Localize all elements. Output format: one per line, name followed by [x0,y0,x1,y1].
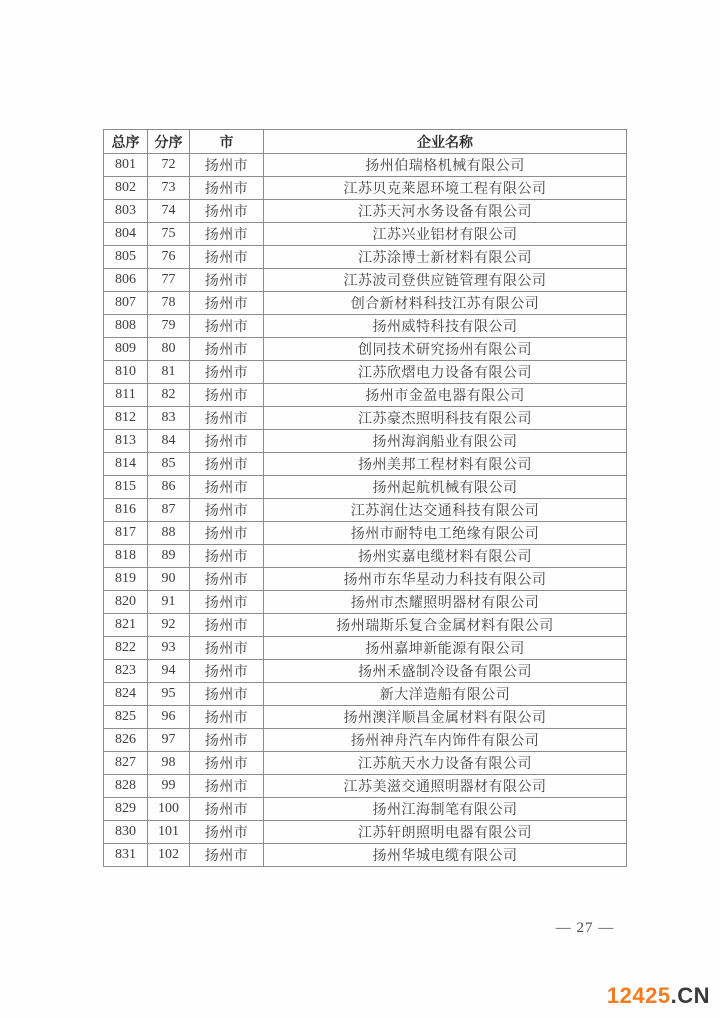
cell-sub-seq: 82 [148,384,190,407]
table-row [104,660,627,683]
cell-city: 扬州市 [190,752,264,775]
cell-sub-seq: 77 [148,269,190,292]
table-row [104,798,627,821]
cell-total-seq: 802 [104,177,148,200]
table-row [104,177,627,200]
table-row [104,844,627,867]
table-row [104,269,627,292]
cell-total-seq: 811 [104,384,148,407]
cell-total-seq: 810 [104,361,148,384]
table-row [104,545,627,568]
cell-city: 扬州市 [190,361,264,384]
cell-sub-seq: 101 [148,821,190,844]
cell-city: 扬州市 [190,660,264,683]
cell-sub-seq: 92 [148,614,190,637]
table-row [104,430,627,453]
cell-sub-seq: 91 [148,591,190,614]
cell-sub-seq: 73 [148,177,190,200]
cell-total-seq: 812 [104,407,148,430]
cell-company-name: 江苏贝克莱恩环境工程有限公司 [264,177,627,200]
cell-total-seq: 808 [104,315,148,338]
cell-company-name: 扬州实嘉电缆材料有限公司 [264,545,627,568]
cell-company-name: 江苏航天水力设备有限公司 [264,752,627,775]
cell-total-seq: 814 [104,453,148,476]
table-row [104,614,627,637]
cell-city: 扬州市 [190,499,264,522]
cell-total-seq: 818 [104,545,148,568]
cell-company-name: 新大洋造船有限公司 [264,683,627,706]
watermark-tld: .CN [670,983,710,1008]
cell-total-seq: 809 [104,338,148,361]
cell-sub-seq: 89 [148,545,190,568]
header-city: 市 [190,130,264,154]
cell-city: 扬州市 [190,315,264,338]
table-row [104,706,627,729]
cell-sub-seq: 100 [148,798,190,821]
cell-company-name: 江苏天河水务设备有限公司 [264,200,627,223]
table-row [104,476,627,499]
cell-city: 扬州市 [190,522,264,545]
header-sub-seq: 分序 [148,130,190,154]
cell-total-seq: 826 [104,729,148,752]
cell-sub-seq: 90 [148,568,190,591]
cell-company-name: 扬州伯瑞格机械有限公司 [264,154,627,177]
cell-city: 扬州市 [190,729,264,752]
cell-total-seq: 821 [104,614,148,637]
cell-city: 扬州市 [190,545,264,568]
cell-sub-seq: 98 [148,752,190,775]
table-row [104,752,627,775]
cell-total-seq: 813 [104,430,148,453]
table-row [104,453,627,476]
table-row [104,499,627,522]
cell-total-seq: 816 [104,499,148,522]
cell-total-seq: 817 [104,522,148,545]
table-row [104,568,627,591]
table-row [104,683,627,706]
header-total-seq: 总序 [104,130,148,154]
cell-city: 扬州市 [190,844,264,867]
cell-company-name: 江苏轩朗照明电器有限公司 [264,821,627,844]
cell-total-seq: 801 [104,154,148,177]
table-body [104,154,627,867]
cell-sub-seq: 83 [148,407,190,430]
cell-company-name: 江苏兴业铝材有限公司 [264,223,627,246]
cell-company-name: 扬州瑞斯乐复合金属材料有限公司 [264,614,627,637]
table-row [104,821,627,844]
cell-sub-seq: 95 [148,683,190,706]
watermark-number: 12425 [606,983,671,1008]
cell-company-name: 扬州澳洋顺昌金属材料有限公司 [264,706,627,729]
cell-sub-seq: 72 [148,154,190,177]
table-row [104,407,627,430]
table-row [104,591,627,614]
cell-total-seq: 806 [104,269,148,292]
cell-company-name: 扬州禾盛制冷设备有限公司 [264,660,627,683]
cell-company-name: 创合新材料科技江苏有限公司 [264,292,627,315]
cell-city: 扬州市 [190,798,264,821]
table-row [104,292,627,315]
cell-company-name: 扬州威特科技有限公司 [264,315,627,338]
table-row [104,522,627,545]
cell-sub-seq: 84 [148,430,190,453]
cell-total-seq: 822 [104,637,148,660]
cell-sub-seq: 81 [148,361,190,384]
cell-company-name: 扬州市耐特电工绝缘有限公司 [264,522,627,545]
cell-sub-seq: 78 [148,292,190,315]
cell-sub-seq: 96 [148,706,190,729]
cell-company-name: 江苏涂博士新材料有限公司 [264,246,627,269]
cell-sub-seq: 85 [148,453,190,476]
cell-city: 扬州市 [190,384,264,407]
cell-city: 扬州市 [190,269,264,292]
cell-city: 扬州市 [190,706,264,729]
cell-company-name: 江苏波司登供应链管理有限公司 [264,269,627,292]
cell-company-name: 扬州嘉坤新能源有限公司 [264,637,627,660]
cell-total-seq: 807 [104,292,148,315]
cell-sub-seq: 86 [148,476,190,499]
cell-city: 扬州市 [190,568,264,591]
cell-company-name: 扬州美邦工程材料有限公司 [264,453,627,476]
cell-company-name: 江苏豪杰照明科技有限公司 [264,407,627,430]
cell-city: 扬州市 [190,775,264,798]
cell-total-seq: 827 [104,752,148,775]
company-list-table [103,129,627,867]
cell-city: 扬州市 [190,177,264,200]
cell-sub-seq: 75 [148,223,190,246]
cell-sub-seq: 93 [148,637,190,660]
cell-total-seq: 820 [104,591,148,614]
table-row [104,637,627,660]
cell-sub-seq: 74 [148,200,190,223]
cell-city: 扬州市 [190,430,264,453]
cell-company-name: 扬州华城电缆有限公司 [264,844,627,867]
cell-company-name: 扬州市东华星动力科技有限公司 [264,568,627,591]
watermark-site-logo [607,983,710,1009]
cell-sub-seq: 87 [148,499,190,522]
cell-city: 扬州市 [190,614,264,637]
page-number: — 27 — [555,920,615,936]
table-row [104,338,627,361]
cell-total-seq: 815 [104,476,148,499]
cell-company-name: 扬州起航机械有限公司 [264,476,627,499]
table-row [104,361,627,384]
cell-total-seq: 823 [104,660,148,683]
cell-city: 扬州市 [190,683,264,706]
table-header-row [104,130,627,154]
cell-city: 扬州市 [190,223,264,246]
cell-sub-seq: 97 [148,729,190,752]
cell-total-seq: 825 [104,706,148,729]
cell-sub-seq: 102 [148,844,190,867]
cell-total-seq: 830 [104,821,148,844]
cell-total-seq: 804 [104,223,148,246]
cell-total-seq: 805 [104,246,148,269]
cell-city: 扬州市 [190,154,264,177]
cell-city: 扬州市 [190,338,264,361]
table-row [104,246,627,269]
cell-sub-seq: 76 [148,246,190,269]
cell-company-name: 江苏欣熠电力设备有限公司 [264,361,627,384]
cell-company-name: 扬州神舟汽车内饰件有限公司 [264,729,627,752]
cell-sub-seq: 80 [148,338,190,361]
cell-total-seq: 831 [104,844,148,867]
cell-sub-seq: 79 [148,315,190,338]
table-row [104,775,627,798]
cell-company-name: 江苏美滋交通照明器材有限公司 [264,775,627,798]
cell-company-name: 江苏润仕达交通科技有限公司 [264,499,627,522]
table-row [104,315,627,338]
table-row [104,223,627,246]
cell-company-name: 扬州市金盈电器有限公司 [264,384,627,407]
cell-sub-seq: 94 [148,660,190,683]
cell-sub-seq: 99 [148,775,190,798]
cell-company-name: 扬州江海制笔有限公司 [264,798,627,821]
cell-sub-seq: 88 [148,522,190,545]
cell-city: 扬州市 [190,246,264,269]
cell-city: 扬州市 [190,476,264,499]
cell-city: 扬州市 [190,821,264,844]
cell-city: 扬州市 [190,453,264,476]
cell-total-seq: 824 [104,683,148,706]
table-row [104,729,627,752]
cell-total-seq: 819 [104,568,148,591]
table-row [104,154,627,177]
cell-city: 扬州市 [190,637,264,660]
cell-total-seq: 828 [104,775,148,798]
header-company-name: 企业名称 [264,130,627,154]
cell-total-seq: 803 [104,200,148,223]
cell-total-seq: 829 [104,798,148,821]
cell-company-name: 扬州市杰耀照明器材有限公司 [264,591,627,614]
cell-city: 扬州市 [190,292,264,315]
cell-company-name: 扬州海润船业有限公司 [264,430,627,453]
cell-city: 扬州市 [190,407,264,430]
cell-company-name: 创同技术研究扬州有限公司 [264,338,627,361]
cell-city: 扬州市 [190,591,264,614]
table-row [104,200,627,223]
table-row [104,384,627,407]
cell-city: 扬州市 [190,200,264,223]
